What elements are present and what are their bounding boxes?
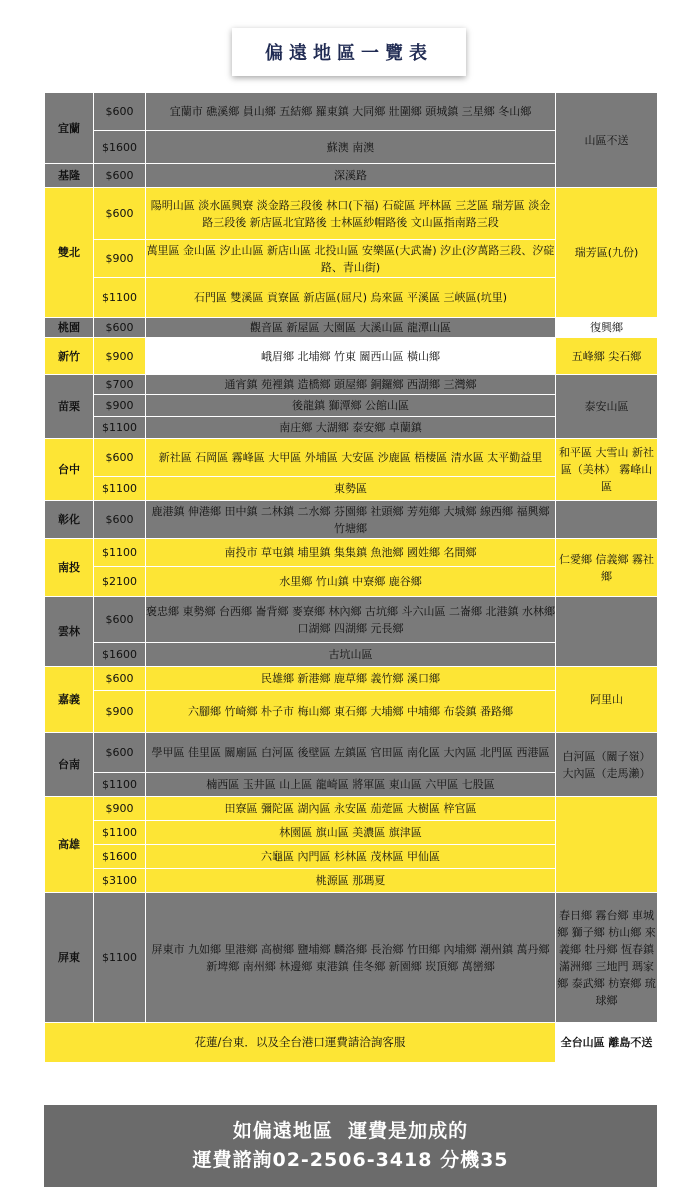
districts-cell: 石門區 雙溪區 貢寮區 新店區(屈尺) 烏來區 平溪區 三峽區(坑里) — [146, 278, 556, 318]
excluded-cell: 山區不送 — [556, 93, 658, 188]
price-cell: $900 — [94, 338, 146, 375]
excluded-cell: 瑞芳區(九份) — [556, 188, 658, 318]
excluded-cell — [556, 597, 658, 667]
table-row — [45, 439, 658, 477]
region-cell: 基隆 — [45, 164, 94, 188]
excluded-cell: 仁愛鄉 信義鄉 霧社鄉 — [556, 539, 658, 597]
excluded-cell: 阿里山 — [556, 667, 658, 733]
districts-cell: 新社區 石岡區 霧峰區 大甲區 外埔區 大安區 沙鹿區 梧棲區 清水區 太平勤益里 — [146, 439, 556, 477]
excluded-cell: 復興鄉 — [556, 318, 658, 338]
districts-cell: 陽明山區 淡水區興寮 淡金路三段後 林口(下福) 石碇區 坪林區 三芝區 瑞芳區 淡金路三段後 新店區北宜路後 士林區紗帽路後 文山區指南路三段 — [146, 188, 556, 240]
region-cell: 彰化 — [45, 501, 94, 539]
price-cell: $700 — [94, 375, 146, 395]
footer-line-1: 如偏遠地區 運費是加成的 — [232, 1120, 469, 1142]
table-row — [45, 318, 658, 338]
footer-line-2: 運費諮詢02-2506-3418 分機35 — [192, 1149, 509, 1171]
districts-cell: 峨眉鄉 北埔鄉 竹東 關西山區 橫山鄉 — [146, 338, 556, 375]
price-cell: $1100 — [94, 417, 146, 439]
table-row — [45, 188, 658, 240]
region-cell: 桃園 — [45, 318, 94, 338]
excluded-cell: 全台山區 離島不送 — [556, 1023, 658, 1063]
excluded-cell — [556, 501, 658, 539]
price-cell: $1100 — [94, 477, 146, 501]
districts-cell: 水里鄉 竹山鎮 中寮鄉 鹿谷鄉 — [146, 567, 556, 597]
price-cell: $1100 — [94, 773, 146, 797]
districts-cell: 學甲區 佳里區 關廟區 白河區 後壁區 左鎮區 官田區 南化區 大內區 北門區 西港區 — [146, 733, 556, 773]
districts-cell: 宜蘭市 礁溪鄉 員山鄉 五結鄉 羅東鎮 大同鄉 壯圍鄉 頭城鎮 三星鄉 冬山鄉 — [146, 93, 556, 131]
table-row — [45, 667, 658, 691]
price-cell: $1100 — [94, 893, 146, 1023]
region-cell: 新竹 — [45, 338, 94, 375]
price-cell: $2100 — [94, 567, 146, 597]
price-cell: $1100 — [94, 821, 146, 845]
price-cell: $600 — [94, 164, 146, 188]
price-cell: $600 — [94, 188, 146, 240]
table-row — [45, 501, 658, 539]
price-cell: $1600 — [94, 845, 146, 869]
region-cell: 雲林 — [45, 597, 94, 667]
districts-cell: 桃源區 那瑪夏 — [146, 869, 556, 893]
price-cell: $900 — [94, 797, 146, 821]
price-cell: $600 — [94, 93, 146, 131]
table-row — [45, 733, 658, 773]
price-cell: $3100 — [94, 869, 146, 893]
districts-cell: 六腳鄉 竹崎鄉 朴子市 梅山鄉 東石鄉 大埔鄉 中埔鄉 布袋鎮 番路鄉 — [146, 691, 556, 733]
table-row — [45, 93, 658, 131]
districts-cell: 古坑山區 — [146, 643, 556, 667]
districts-cell: 鹿港鎮 伸港鄉 田中鎮 二林鎮 二水鄉 芬園鄉 社頭鄉 芳苑鄉 大城鄉 線西鄉 福興鄉 竹塘鄉 — [146, 501, 556, 539]
districts-cell: 深溪路 — [146, 164, 556, 188]
region-cell: 苗栗 — [45, 375, 94, 439]
price-cell: $1600 — [94, 131, 146, 164]
price-cell: $900 — [94, 691, 146, 733]
page-title: 偏遠地區一覽表 — [232, 28, 466, 76]
districts-cell: 東勢區 — [146, 477, 556, 501]
excluded-cell: 春日鄉 霧台鄉 車城鄉 獅子鄉 枋山鄉 來義鄉 牡丹鄉 恆春鎮 滿洲鄉 三地門 瑪家鄉 泰武鄉 枋寮鄉 琉球鄉 — [556, 893, 658, 1023]
districts-cell: 萬里區 金山區 汐止山區 新店山區 北投山區 安樂區(大武崙) 汐止(汐萬路三段、汐碇路、青山街) — [146, 240, 556, 278]
districts-cell: 蘇澳 南澳 — [146, 131, 556, 164]
districts-cell: 南庄鄉 大湖鄉 泰安鄉 卓蘭鎮 — [146, 417, 556, 439]
note-cell: 花蓮/台東．以及全台港口運費請洽詢客服 — [45, 1023, 556, 1063]
region-cell: 台南 — [45, 733, 94, 797]
excluded-cell: 五峰鄉 尖石鄉 — [556, 338, 658, 375]
price-cell: $600 — [94, 439, 146, 477]
price-cell: $1600 — [94, 643, 146, 667]
price-cell: $900 — [94, 395, 146, 417]
price-cell: $600 — [94, 597, 146, 643]
price-cell: $600 — [94, 733, 146, 773]
region-cell: 雙北 — [45, 188, 94, 318]
districts-cell: 褒忠鄉 東勢鄉 台西鄉 崙背鄉 麥寮鄉 林內鄉 古坑鄉 斗六山區 二崙鄉 北港鎮 水林鄉 口湖鄉 四湖鄉 元長鄉 — [146, 597, 556, 643]
remote-area-table — [44, 92, 658, 1063]
region-cell: 嘉義 — [45, 667, 94, 733]
districts-cell: 六龜區 內門區 杉林區 茂林區 甲仙區 — [146, 845, 556, 869]
districts-cell: 楠西區 玉井區 山上區 龍崎區 將軍區 東山區 六甲區 七股區 — [146, 773, 556, 797]
table-row — [45, 539, 658, 567]
districts-cell: 通宵鎮 苑裡鎮 造橋鄉 頭屋鄉 銅鑼鄉 西湖鄉 三灣鄉 — [146, 375, 556, 395]
price-cell: $600 — [94, 501, 146, 539]
districts-cell: 觀音區 新屋區 大園區 大溪山區 龍潭山區 — [146, 318, 556, 338]
price-cell: $600 — [94, 667, 146, 691]
price-cell: $600 — [94, 318, 146, 338]
table-row — [45, 375, 658, 395]
footer-banner — [44, 1105, 657, 1187]
region-cell: 南投 — [45, 539, 94, 597]
table-row — [45, 893, 658, 1023]
table-row — [45, 797, 658, 821]
excluded-cell: 和平區 大雪山 新社區（美林） 霧峰山區 — [556, 439, 658, 501]
districts-cell: 南投市 草屯鎮 埔里鎮 集集鎮 魚池鄉 國姓鄉 名間鄉 — [146, 539, 556, 567]
region-cell: 台中 — [45, 439, 94, 501]
table-row — [45, 338, 658, 375]
districts-cell: 民雄鄉 新港鄉 鹿草鄉 義竹鄉 溪口鄉 — [146, 667, 556, 691]
region-cell: 宜蘭 — [45, 93, 94, 164]
table-row — [45, 597, 658, 643]
excluded-cell: 白河區（關子嶺） 大內區（走馬瀨） — [556, 733, 658, 797]
districts-cell: 屏東市 九如鄉 里港鄉 高樹鄉 鹽埔鄉 麟洛鄉 長治鄉 竹田鄉 內埔鄉 潮州鎮 萬丹鄉 新埤鄉 南州鄉 林邊鄉 東港鎮 佳冬鄉 新園鄉 崁頂鄉 萬巒鄉 — [146, 893, 556, 1023]
region-cell: 高雄 — [45, 797, 94, 893]
price-cell: $1100 — [94, 278, 146, 318]
districts-cell: 後龍鎮 獅潭鄉 公館山區 — [146, 395, 556, 417]
table-row — [45, 1023, 658, 1063]
price-cell: $900 — [94, 240, 146, 278]
districts-cell: 林園區 旗山區 美濃區 旗津區 — [146, 821, 556, 845]
region-cell: 屏東 — [45, 893, 94, 1023]
districts-cell: 田寮區 彌陀區 湖內區 永安區 茄萣區 大樹區 梓官區 — [146, 797, 556, 821]
price-cell: $1100 — [94, 539, 146, 567]
excluded-cell: 泰安山區 — [556, 375, 658, 439]
excluded-cell — [556, 797, 658, 893]
